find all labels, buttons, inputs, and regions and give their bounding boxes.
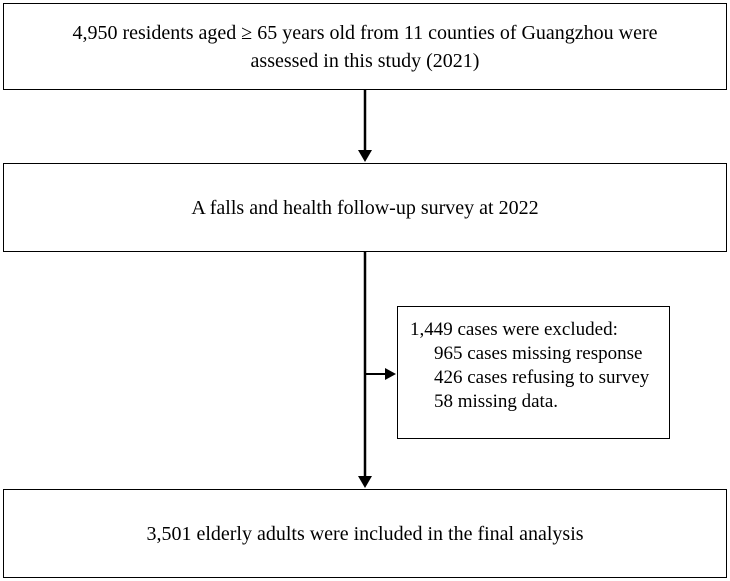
node-follow-up-survey — [3, 163, 727, 252]
arrowhead-survey — [358, 150, 372, 162]
node-initial-cohort-line-2: assessed in this study (2021) — [250, 49, 480, 72]
excluded-item-missing-data: 58 missing data. — [434, 391, 559, 412]
node-initial-cohort-line-1: 4,950 residents aged ≥ 65 years old from 11 counties of Guangzhou were — [72, 21, 658, 44]
node-initial-cohort — [3, 3, 727, 90]
node-initial-cohort-text — [72, 19, 657, 75]
excluded-item-refusing-survey: 426 cases refusing to survey — [434, 367, 650, 388]
node-final-analysis — [3, 489, 727, 578]
node-follow-up-survey-text: A falls and health follow-up survey at 2022 — [191, 196, 539, 219]
node-excluded-cases — [397, 306, 670, 439]
excluded-item-missing-response: 965 cases missing response — [434, 343, 643, 364]
arrowhead-final — [358, 476, 372, 488]
node-final-analysis-text: 3,501 elderly adults were included in the final analysis — [146, 522, 584, 545]
arrowhead-excluded — [385, 368, 396, 380]
excluded-heading: 1,449 cases were excluded: — [410, 319, 618, 340]
